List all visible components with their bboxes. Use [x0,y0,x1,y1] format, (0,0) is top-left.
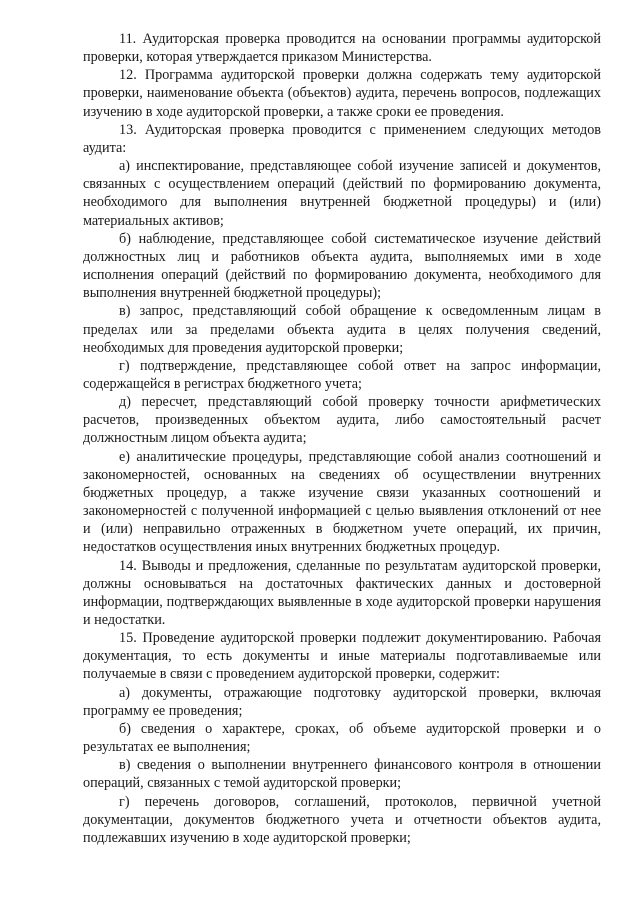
paragraph-13-g: г) подтверждение, представляющее собой ответ на запрос информации, содержащейся в регистрах бюджетного учета; [83,357,601,392]
paragraph-15: 15. Проведение аудиторской проверки подлежит документированию. Рабочая документация, то есть документы и иные материалы подготавливаемые или получаемые в связи с проведением аудиторской проверки, содержит: [83,630,601,683]
paragraph-13-e: е) аналитические процедуры, представляющие собой анализ соотношений и закономерностей, основанных на сведениях об осуществлении внутренних бюджетных процедур, а также изучение связи указанных соотношений и закономерностей с полученной информацией с целью выявления отклонений от нее и (или) неправильно отраженных в бюджетном учете операций, их причин, недостатков осуществления иных внутренних бюджетных процедур. [83,448,601,556]
paragraph-11: 11. Аудиторская проверка проводится на основании программы аудиторской проверки, которая утверждается приказом Министерства. [83,31,601,66]
paragraph-13-b: б) наблюдение, представляющее собой систематическое изучение действий должностных лиц и работников объекта аудита, выполняемых ими в ходе исполнения операций (действий по формированию документа, необходимого для выполнения внутренней бюджетной процедуры); [83,230,601,302]
paragraph-12: 12. Программа аудиторской проверки должна содержать тему аудиторской проверки, наименование объекта (объектов) аудита, перечень вопросов, подлежащих изучению в ходе аудиторской проверки, а также сроки ее проведения. [83,67,601,120]
document-body [83,30,601,847]
paragraph-13-v: в) запрос, представляющий собой обращение к осведомленным лицам в пределах или за пределами объекта аудита в целях получения сведений, необходимых для проведения аудиторской проверки; [83,303,601,356]
paragraph-13-a: а) инспектирование, представляющее собой изучение записей и документов, связанных с осуществлением операций (действий по формированию документа, необходимого для выполнения внутренней бюджетной процедуры) и (или) материальных активов; [83,158,601,229]
paragraph-15-a: а) документы, отражающие подготовку аудиторской проверки, включая программу ее проведения; [83,684,601,719]
paragraph-15-v: в) сведения о выполнении внутреннего финансового контроля в отношении операций, связанных с темой аудиторской проверки; [83,757,601,792]
paragraph-13: 13. Аудиторская проверка проводится с применением следующих методов аудита: [83,121,601,156]
paragraph-14: 14. Выводы и предложения, сделанные по результатам аудиторской проверки, должны основываться на достаточных фактических данных и достоверной информации, подтверждающих выявленные в ходе аудиторской проверки нарушения и недостатки. [83,557,601,628]
paragraph-13-d: д) пересчет, представляющий собой проверку точности арифметических расчетов, произведенных объектом аудита, либо самостоятельный расчет должностным лицом объекта аудита; [83,394,601,447]
paragraph-15-g: г) перечень договоров, соглашений, протоколов, первичной учетной документации, документов бюджетного учета и отчетности объектов аудита, подлежавших изучению в ходе аудиторской проверки; [83,793,601,846]
paragraph-15-b: б) сведения о характере, сроках, об объеме аудиторской проверки и о результатах ее выполнения; [83,720,601,756]
